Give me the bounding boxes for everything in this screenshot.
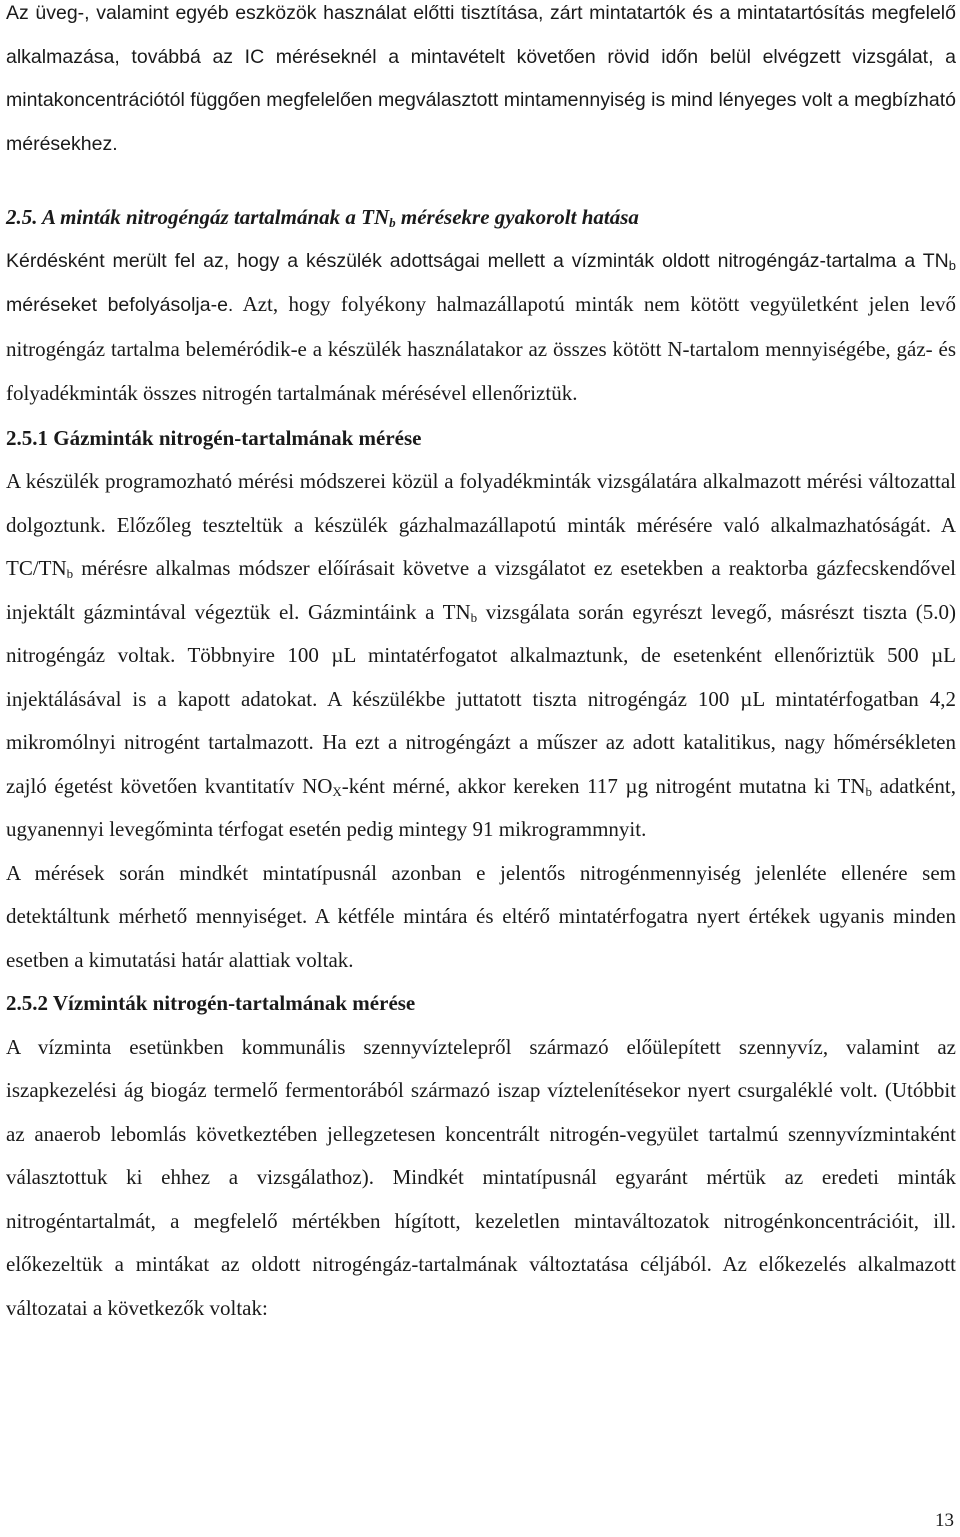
section-heading-2-5-2: 2.5.2 Vízminták nitrogén-tartalmának mérése: [6, 991, 416, 1015]
page-number: 13: [935, 1510, 954, 1531]
section-2-5-1-paragraph-2: A mérések során mindkét mintatípusnál azonban e jelentős nitrogénmennyiség jelenléte ellenére sem detektáltunk mérhető mennyiséget. A kétféle mintára és eltérő mintatérfogatra nyert értékek ugyanis minden esetben a kimutatási határ alattiak voltak.: [6, 860, 956, 972]
intro-paragraph: [6, 0, 956, 166]
section-2-5-2-paragraph: A vízminta esetünkben kommunális szennyvíztelepről származó előülepített szennyvíz, valamint az iszapkezelési ág biogáz termelő fermentorából származó iszap víztelenítésekor nyert csurgaléklé volt. (Utóbbit az anaerob lebomlás következtében jellegzetesen koncentrált nitrogén-vegyület tartalmú szennyvízmintaként választottuk ki ehhez a vizsgálathoz). Mindkét mintatípusnál egyaránt mértük az eredeti minták nitrogéntartalmát, a megfelelő mértékben hígított, kezeletlen mintaváltozatok nitrogénkoncentrációit, ill. előkezeltük a mintákat az oldott nitrogéngáz-tartalmának változtatása céljából. Az előkezelés alkalmazott változatai a következők voltak:: [6, 1034, 956, 1320]
section-2-5-paragraph: Kérdésként merült fel az, hogy a készülék adottságai mellett a vízminták oldott nitrogéngáz-tartalma a $TN_b$ méréseket befolyásolja-e. Azt, hogy folyékony halmazállapotú minták nem kötött vegyületként jelen levő nitrogéngáz tartalma beleméródik-e a készülék használatakor az összes kötött N-tartalom mennyiségébe, gáz- és folyadékminták összes nitrogén tartalmának mérésével ellenőriztük.: [6, 249, 956, 405]
section-heading-2-5: 2.5. A minták nitrogéngáz tartalmának a $TN_b$ mérésekre gyakorolt hatása: [6, 205, 639, 230]
intro-text: Az üveg-, valamint egyéb eszközök használat előtti tisztítása, zárt mintatartók és a mintatartósítás megfelelő alkalmazása, továbbá az IC méréseknél a mintavételt követően rövid időn belül elvégzett vizsgálat, a mintakoncentrációtól függően megfelelően megválasztott mintamennyiség is mind lényeges volt a megbízható mérésekhez.: [6, 2, 956, 155]
document-page: [6, 0, 956, 1330]
section-2-5-1-paragraph-1: A készülék programozható mérési módszerei közül a folyadékminták vizsgálatára alkalmazott mérési változattal dolgoztunk. Előzőleg teszteltük a készülék gázhalmazállapotú minták mérésére való alkalmazhatóságát. A $TC/TN_b$ mérésre alkalmas módszer előírásait követve a vizsgálatot ez esetekben a reaktorba gázfecskendővel injektált gázmintával végeztük el. Gázmintáink a $TN_b$ vizsgálata során egyrészt levegő, másrészt tiszta (5.0) nitrogéngáz voltak. Többnyire 100 µL mintatérfogatot alkalmaztunk, de esetenként ellenőriztük 500 µL injektálásával is a kapott adatokat. A készülékbe juttatott tiszta nitrogéngáz 100 µL mintatérfogatban 4,2 mikromólnyi nitrogént tartalmazott. Ha ezt a nitrogéngázt a műszer az adott katalitikus, nagy hőmérsékleten zajló égetést követően kvantitatív $NO_X$-ként mérné, akkor kereken 117 µg nitrogént mutatna ki $TN_b$ adatként, ugyanennyi levegőminta térfogat esetén pedig mintegy 91 mikrogrammnyit.: [6, 469, 956, 841]
spacer: [6, 166, 956, 196]
section-heading-2-5-1: 2.5.1 Gázminták nitrogén-tartalmának mérése: [6, 425, 422, 450]
